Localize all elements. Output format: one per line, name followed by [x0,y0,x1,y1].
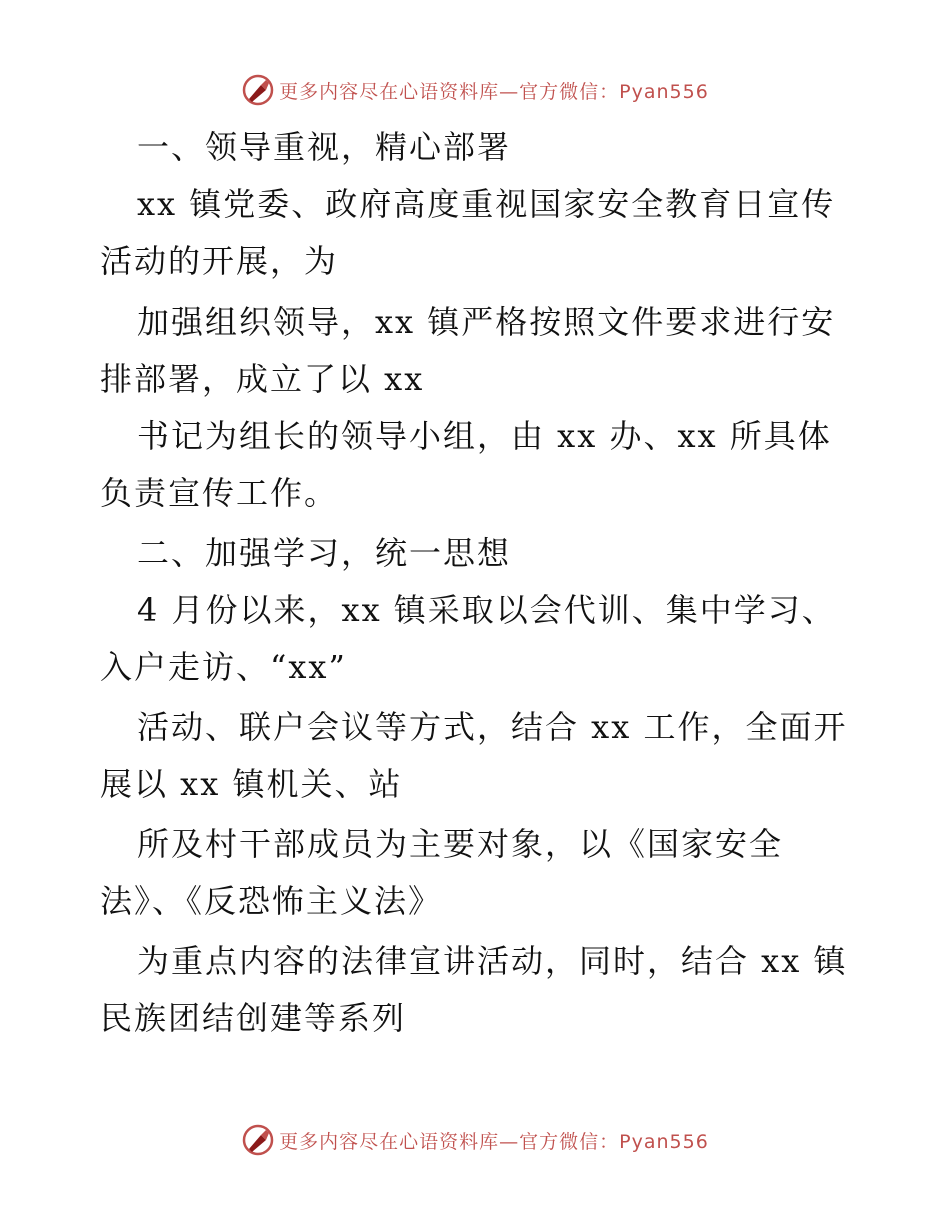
paragraph-line: 书记为组长的领导小组，由 xx 办、xx 所具体 [137,417,832,455]
section-heading: 二、加强学习，统一思想 [137,534,512,572]
paragraph-line: 为重点内容的法律宣讲活动，同时，结合 xx 镇 [137,942,848,980]
paragraph-line: 法》、《反恐怖主义法》 [100,882,443,920]
paragraph-line: 排部署，成立了以 xx [100,360,425,398]
paragraph-line: 加强组织领导，xx 镇严格按照文件要求进行安 [137,303,836,341]
paragraph-line: 活动的开展，为 [100,242,339,280]
paragraph-line: 负责宣传工作。 [100,474,339,512]
section-heading: 一、领导重视，精心部署 [137,128,512,166]
paragraph-line: xx 镇党委、政府高度重视国家安全教育日宣传 [137,185,836,223]
paragraph-line: 入户走访、“xx” [100,648,347,686]
pen-nib-logo-icon [241,1123,275,1157]
paragraph-line: 民族团结创建等系列 [100,999,407,1037]
pen-nib-logo-icon [241,73,275,107]
footer-watermark-banner [0,1120,950,1160]
paragraph-line: 所及村干部成员为主要对象，以《国家安全 [137,825,784,863]
paragraph-line: 活动、联户会议等方式，结合 xx 工作，全面开 [137,708,848,746]
watermark-text: 更多内容尽在心语资料库—官方微信：Pyan556 [279,80,709,103]
paragraph-line: 展以 xx 镇机关、站 [100,765,403,803]
paragraph-line: 4 月份以来，xx 镇采取以会代训、集中学习、 [137,591,836,629]
header-watermark-banner [0,70,950,110]
watermark-text: 更多内容尽在心语资料库—官方微信：Pyan556 [279,1130,709,1153]
